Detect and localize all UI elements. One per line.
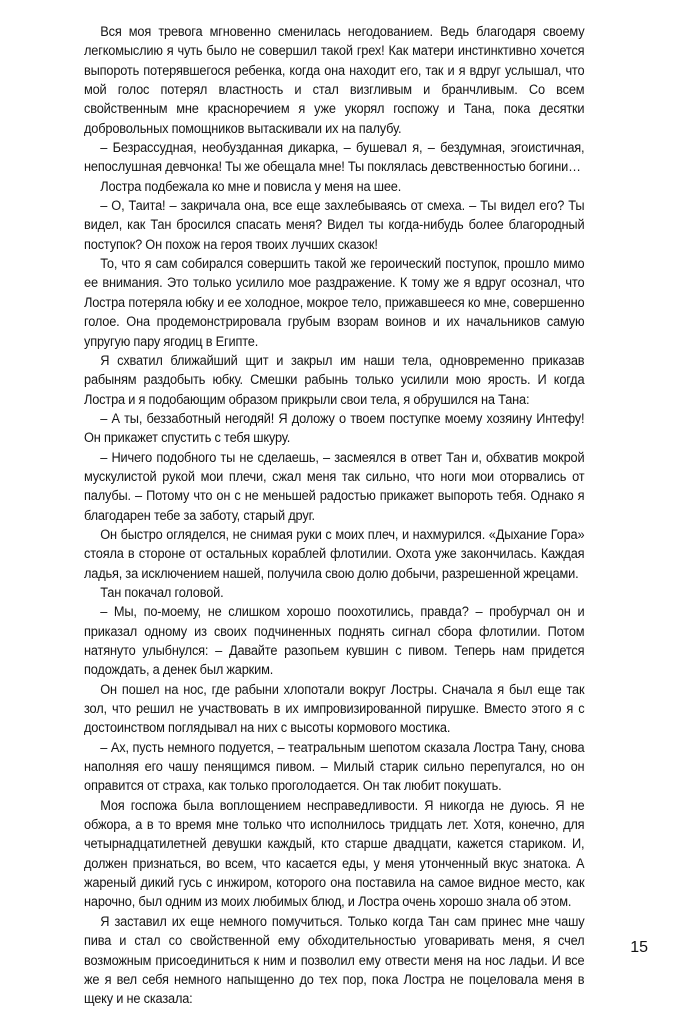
paragraph: Я схватил ближайший щит и закрыл им наши тела, одновременно приказав рабыням раздобыть юбку. Смешки рабынь только усилили мою ярость. И когда Лостра и я подобающим образом прикрыли свои тела, я обрушился на Тана:	[84, 352, 585, 407]
paragraph: – Ах, пусть немного подуется, – театральным шепотом сказала Лостра Тану, снова наполняя его чашу пенящимся пивом. – Милый старик сильно перепугался, но он оправится от страха, как только проголодается. Он так любит покушать.	[84, 739, 585, 794]
paragraph: – О, Таита! – закричала она, все еще захлебываясь от смеха. – Ты видел его? Ты видел, как Тан бросился спасать меня? Видел ты когда-нибудь более благородный поступок? Он похож на героя твоих лучших сказок!	[84, 198, 585, 252]
paragraph: Он быстро огляделся, не снимая руки с моих плеч, и нахмурился. «Дыхание Гора» стояла в стороне от остальных кораблей флотилии. Охота уже закончилась. Каждая ладья, за исключением нашей, получила свою долю добычи, разрешенной жрецами.	[84, 526, 585, 581]
paragraph: Моя госпожа была воплощением несправедливости. Я никогда не дуюсь. Я не обжора, а в то время мне только что исполнилось тридцать лет. Хотя, конечно, для четырнадцатилетней девушки каждый, кто старше двадцати, кажется стариком. И, должен признаться, во всем, что касается еды, у меня утонченный вкус знатока. А жареный дикий гусь с инжиром, которого она поставила на самое видное место, как нарочно, был одним из моих любимых блюд, и Лостра очень хорошо знала об этом.	[84, 797, 585, 910]
paragraph: – Мы, по-моему, не слишком хорошо поохотились, правда? – пробурчал он и приказал одному из своих подчиненных поднять сигнал сбора флотилии. Потом натянуто улыбнулся: – Давайте разопьем кувшин с пивом. Теперь нам придется подождать, а денек был жарким.	[84, 604, 585, 678]
paragraph: – Безрассудная, необузданная дикарка, – бушевал я, – бездумная, эгоистичная, непослушная девчонка! Ты же обещала мне! Ты поклялась девственностью богини…	[84, 140, 585, 175]
paragraph: Я заставил их еще немного помучиться. Только когда Тан сам принес мне чашу пива и стал со свойственной ему обходительностью уговаривать меня, я счел возможным присоединиться к ним и позволил ему отвести меня на нос ладьи. И все же я вел себя немного напыщенно до тех пор, пока Лостра не поцеловала меня в щеку и не сказала:	[84, 913, 585, 1007]
paragraph: – А ты, беззаботный негодяй! Я доложу о твоем поступке моему хозяину Интефу! Он прикажет спустить с тебя шкуру.	[84, 410, 585, 446]
page-text-body	[84, 22, 608, 1009]
paragraph: То, что я сам собирался совершить такой же героический поступок, прошло мимо ее внимания. Это только усилило мое раздражение. К тому же я вдруг осознал, что Лостра потеряла юбку и ее холодное, мокрое тело, прижавшееся ко мне, совершенно голое. Она продемонстрировала грубым взорам воинов и их начальников самую упругую пару ягодиц в Египте.	[84, 256, 585, 349]
paragraph: Тан покачал головой.	[100, 584, 224, 600]
page-number: 15	[630, 939, 648, 956]
paragraph: Вся моя тревога мгновенно сменилась негодованием. Ведь благодаря своему легкомыслию я чуть было не совершил такой грех! Как матери инстинктивно хочется выпороть потерявшегося ребенка, когда она находит его, так и я вдруг услышал, что мой голос потерял властность и стал визгливым и бранчливым. Со всем свойственным мне красноречием я уже укорял госпожу и Тана, пока десятки добровольных помощников вытаскивали их на палубу.	[84, 24, 585, 136]
paragraph: – Ничего подобного ты не сделаешь, – засмеялся в ответ Тан и, обхватив мокрой мускулистой рукой мои плечи, сжал меня так сильно, что ноги мои оторвались от палубы. – Потому что он с не меньшей радостью прикажет выпороть тебя. Однако я благодарен тебе за заботу, старый друг.	[84, 449, 585, 523]
paragraph: Он пошел на нос, где рабыни хлопотали вокруг Лостры. Сначала я был еще так зол, что решил не участвовать в их импровизированной пирушке. Вместо этого я с достоинством поглядывал на них с высоты кормового мостика.	[84, 681, 585, 736]
paragraph: Лостра подбежала ко мне и повисла у меня на шее.	[100, 178, 402, 194]
